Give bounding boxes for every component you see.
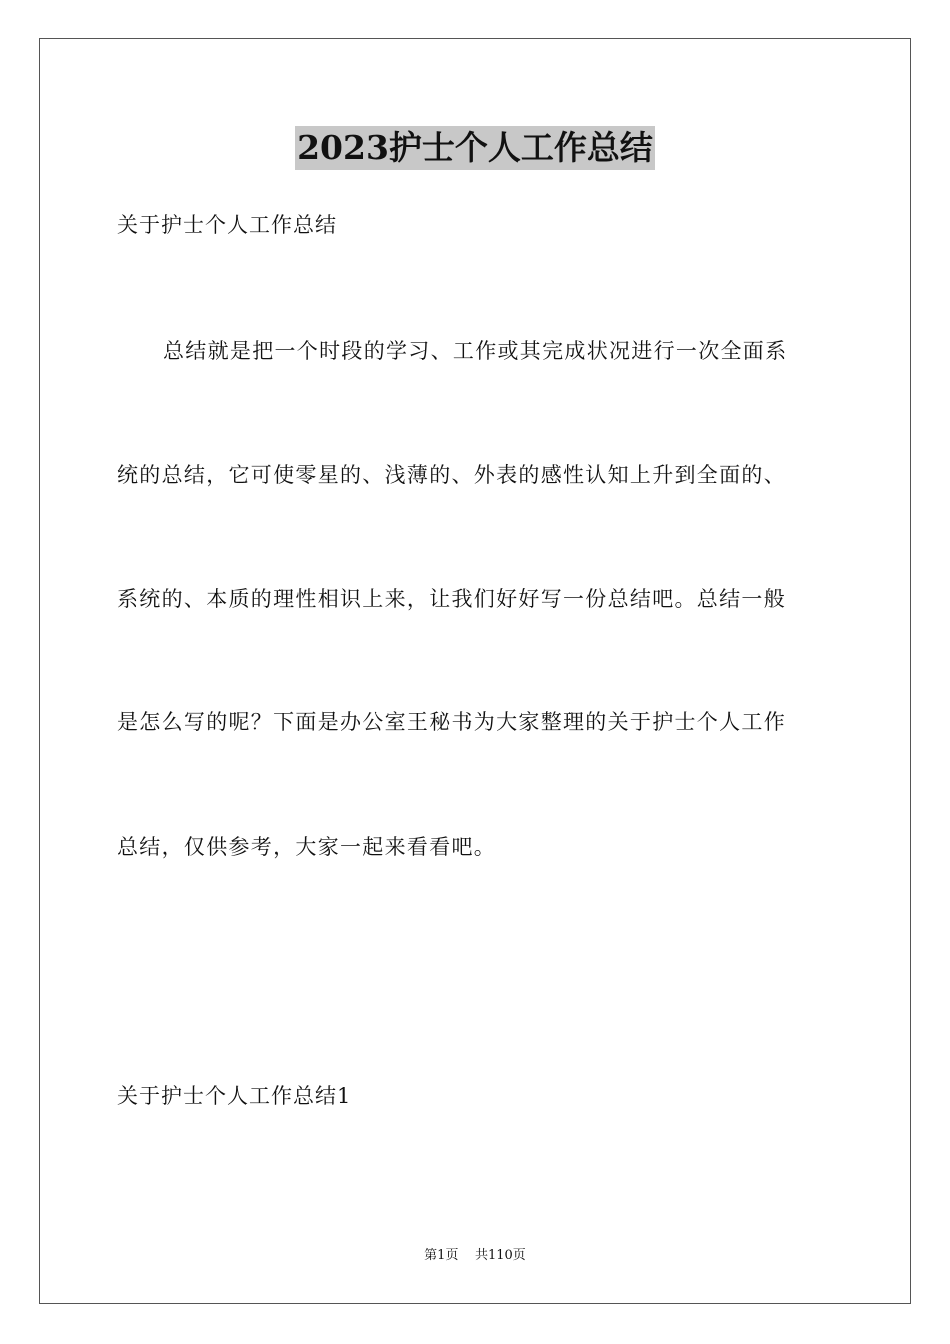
document-subtitle: 关于护士个人工作总结: [117, 213, 337, 237]
document-title: 2023护士个人工作总结: [295, 126, 655, 170]
page-total: 共110页: [474, 1248, 526, 1263]
paragraph-line-4: 是怎么写的呢？下面是办公室王秘书为大家整理的关于护士个人工作: [117, 710, 786, 734]
section-heading: 关于护士个人工作总结1: [117, 1084, 352, 1108]
paragraph-line-3: 系统的、本质的理性相识上来，让我们好好写一份总结吧。总结一般: [117, 587, 786, 611]
title-container: [0, 126, 950, 170]
paragraph-line-1: 总结就是把一个时段的学习、工作或其完成状况进行一次全面系: [163, 339, 788, 363]
paragraph-line-2: 统的总结，它可使零星的、浅薄的、外表的感性认知上升到全面的、: [117, 463, 786, 487]
page-number: 第1页: [424, 1248, 459, 1263]
paragraph-line-5: 总结，仅供参考，大家一起来看看吧。: [117, 835, 497, 859]
page-footer: [0, 1246, 950, 1266]
